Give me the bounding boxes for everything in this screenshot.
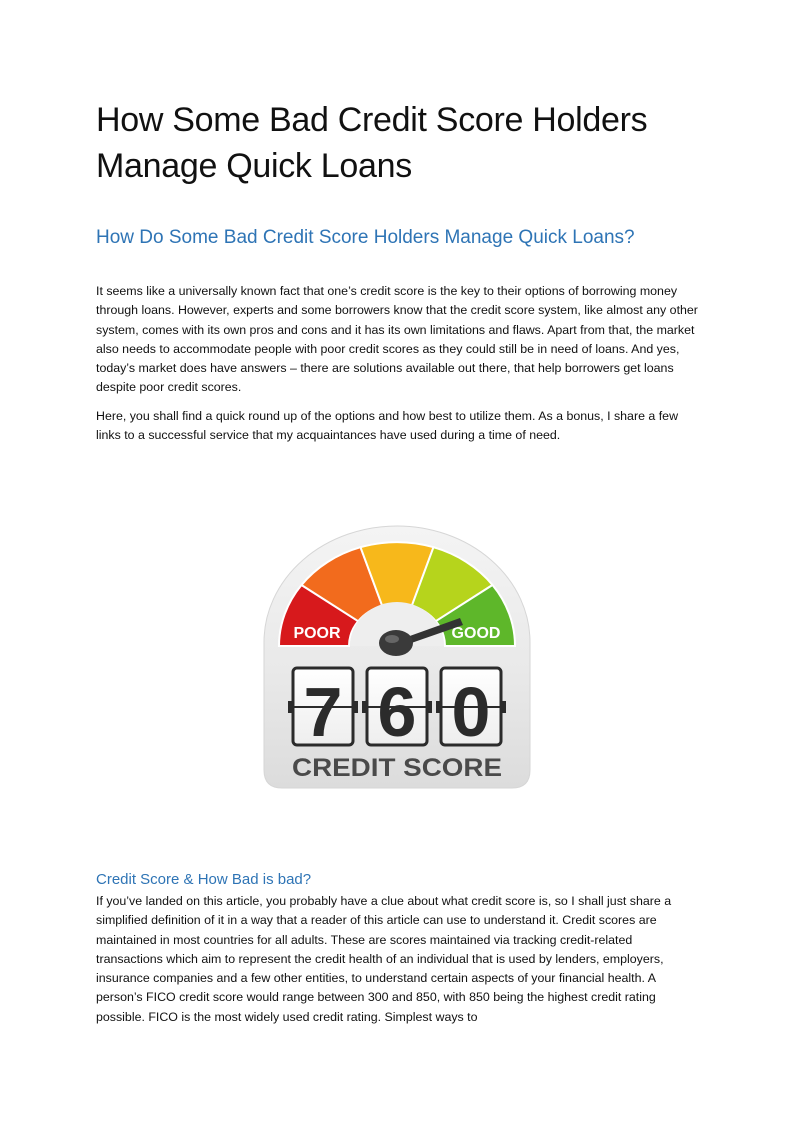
section-heading-quick-loans: How Do Some Bad Credit Score Holders Manage Quick Loans?	[96, 227, 635, 248]
score-digit-tile-1	[288, 668, 358, 751]
credit-score-gauge-illustration	[262, 524, 532, 790]
intro-paragraph: It seems like a universally known fact that one’s credit score is the key to their options of borrowing money through loans. However, experts and some borrowers know that the credit score system, like almost any other system, comes with its own pros and cons and it has its own limitations and flaws. Apart from that, the market also needs to accommodate people with poor credit scores as they could still be in need of loans. And yes, today’s market does have answers – there are solutions available out there, that help borrowers get loans despite poor credit scores.	[96, 284, 698, 395]
score-digit-tile-2	[362, 668, 432, 751]
score-digit-tile-3	[436, 668, 506, 751]
gauge-label-good: GOOD	[451, 625, 501, 642]
score-digit-2: 6	[377, 673, 417, 751]
section-heading-credit-score: Credit Score & How Bad is bad?	[96, 871, 312, 888]
gauge-label-poor: POOR	[293, 625, 341, 642]
credit-score-paragraph: If you’ve landed on this article, you probably have a clue about what credit score is, so I shall just share a simplified definition of it in a way that a reader of this article can use to understand it. Credit scores are maintained in most countries for all adults. These are scores maintained via tracking credit-related transactions which aim to represent the credit health of an individual that is used by lenders, employers, insurance companies and a few other entities, to understand certain aspects of your financial health. A person’s FICO credit score would range between 300 and 850, with 850 being the highest credit rating possible. FICO is the most widely used credit rating. Simplest ways to	[96, 894, 672, 1024]
score-digit-1: 7	[303, 673, 343, 751]
score-digit-3: 0	[451, 673, 491, 751]
gauge-caption: CREDIT SCORE	[292, 754, 502, 782]
roundup-paragraph: Here, you shall find a quick round up of the options and how best to utilize them. As a bonus, I share a few links to a successful service that my acquaintances have used during a time of need.	[96, 409, 679, 443]
article-title: How Some Bad Credit Score Holders Manage Quick Loans	[96, 101, 648, 185]
